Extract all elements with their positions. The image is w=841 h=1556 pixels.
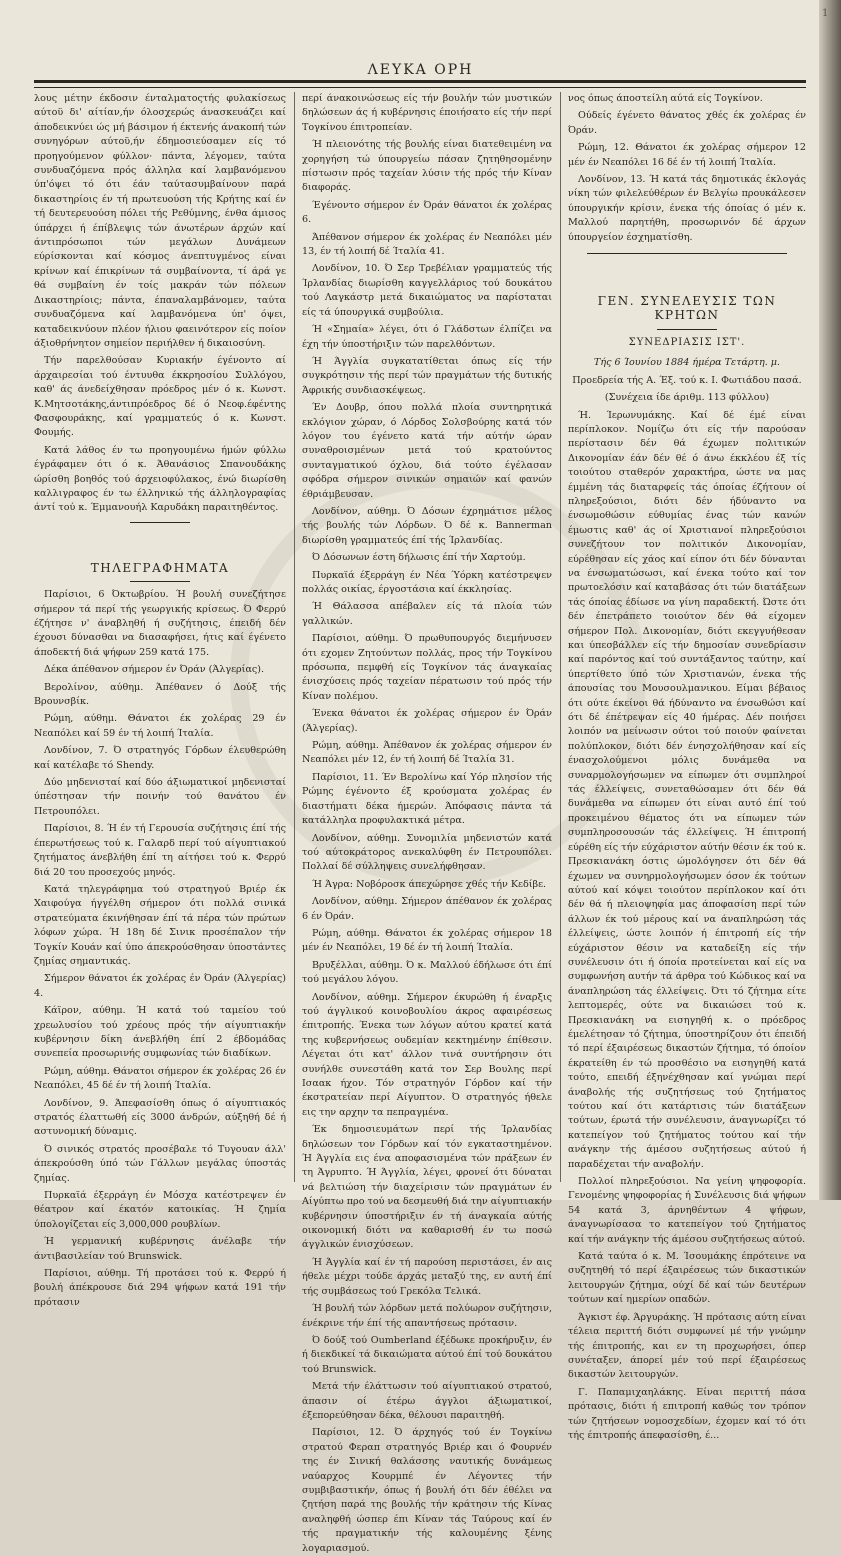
- minutes-paragraph: Άγκιστ έφ. Άργυράκης. Ή πρότασις αύτη είναι τέλεια περιττή διότι συμφωνεί μέ τήν γνώμην τής έπιτροπής, και εν τη προχωρήσει, όπερ συνέταξεν, άπορεί μέν τού περί έξαιρέσεως δικαστών λειτουργών.: [568, 1311, 806, 1381]
- session-heading: ΣΥΝΕΔΡΙΑΣΙΣ ΙΣΤ'.: [628, 336, 746, 348]
- telegram-item: Ή Άγρα: Νοβόροσκ άπεχώρησε χθές τήν Κεδίβε.: [312, 878, 547, 890]
- telegram-item: Ή Θάλασσα απέβαλεν είς τά πλοία τών γαλλικών.: [302, 601, 552, 627]
- telegram-item: Βερολίνον, αύθημ. Άπέθανεν ό Δούξ τής Βρουνσβίκ.: [34, 681, 286, 708]
- telegram-item: Ό Δόσωνων έστη δήλωσις έπί τήν Χαρτούμ.: [312, 552, 526, 564]
- newspaper-title: ΛΕΥΚΑ ΟΡΗ: [367, 62, 474, 78]
- telegram-item: Άπέθανον σήμερον έκ χολέρας έν Νεαπόλει μέν 13, έν τή λοιπή δέ Ίταλία 41.: [302, 231, 552, 258]
- telegram-item: Παρίσιοι, 11. Έν Βερολίνω καί Υόρ πλησίον τής Ρώμης έγένοντο έξ κρούσματα χολέρας έν διαστήματι δέκα ήμερών. Άπόφασις πάντα τά κατάλληλα προφυλακτικά μέτρα.: [302, 771, 552, 827]
- column-2: [302, 92, 552, 1554]
- column-3: [568, 92, 806, 1441]
- article-paragraph: λους μέτην έκδοσιν ένταλματοςτής φυλακίσεως αύτοϋ δι' αίτίαν,ήν όλοσχερώς άνασκευάζει καί άποδεικνύει ώς μή βάσιμον ή έκτενής άνακοπή τών συνηγόρων αύτοϋ,ήν έδημοσιεύσαμεν είς τό προηγούμενον φύλλον· πάντα, λέγομεν, ταύτα συνδυαζόμενα πρός άλληλα καί λαμβανόμενου ύπ'όψει τό ότι έάν ταύτασυμβαίνουν παρά δικαστηρίοις έν τή πρωτευούση τής Κρήτης καί έν τή δευτερευούση πόλει τής Ρεθύμνης, ένθα άμισος ύπάρχει ή έπίβλεψις τών άνωτέρων άρχών καί άντιπρόσωποι τών μεγάλων Δυνάμεων εύρίσκονται καί κόσμος άνεπτυγμένος είναι κρίνων καί έπικρίνων τά συμβαίνοντα, τί άρά γε θά συμβαίνη έν τοίς μακράν τών πόλεων Δικαστηρίοις; πάντα, έπαναλαμβάνομεν, ταύτα συνδυαζόμενα καί λαμβανόμενα ύπ' όψει, καταδεικνύουν πλέον ήλιου φαεινότερον είς ποίον άξιοθρήνητον σημείον περιήλθεν ή δικαιοσύνη.: [34, 93, 286, 349]
- telegram-item: Δέκα άπέθανον σήμερον έν Όράν (Άλγερίας).: [44, 664, 265, 676]
- telegram-item: Πυρκαϊά έξερράγη έν Μόσχα κατέστρεψεν έν θέατρον καί έκατόν κατοικίας. Ή ζημία ύπολογίζεται είς 3,000,000 ρουβλίων.: [34, 1190, 286, 1230]
- telegram-item: Ή βουλή τών λόρδων μετά πολύωρον συζήτησιν, ένέκρινε τήν έπί τής απαντήσεως πρότασιν.: [302, 1303, 552, 1329]
- telegram-item: Βρυξέλλαι, αύθημ. Ό κ. Μαλλού έδήλωσε ότι έπί τού μεγάλου λόγου.: [302, 959, 552, 986]
- telegram-item: Ή «Σημαία» λέγει, ότι ό Γλάδστων έλπίζει να έχη τήν ύποστήριξιν τών παρελθόντων.: [302, 324, 552, 350]
- minutes-paragraph: Πολλοί πληρεξούσιοι. Να γείνη ψηφοφορία. Γενομένης ψηφοφορίας ή Συνέλευσις διά ψήφων 54 κατά 3, άρνηθέντων 4 ψήφων, άναγνωρίσασα το κατεπείγον τού ζητήματος καί τήν ανάγκην τής άμέσου συζητήσεως αύτού.: [568, 1176, 806, 1245]
- meeting-date: Τής 6 Ίουνίου 1884 ήμέρα Τετάρτη. μ.: [593, 357, 781, 369]
- column-1: [34, 92, 286, 1308]
- telegram-item: Σήμερον θάνατοι έκ χολέρας έν Όράν (Άλγερίας) 4.: [34, 973, 286, 999]
- section-divider: [130, 581, 190, 582]
- telegram-item: Έν Δουβρ, όπου πολλά πλοία συντηρητικά εκλόγιον χώραν, ό Λόρδος Σολσβούρης κατά τόν λόγον του έγένετο κατά τήν αύτήν ώραν συναθροισμένων μετά τού κρατούντος συνταγματικού όχλου, διά τούτο έγέλασαν σφόδρα σήμερον σινικών σημαιών καί φανών έθριάμβευσαν.: [302, 402, 552, 500]
- telegram-item: Ρώμη, αύθημ. Θάνατοι έκ χολέρας 29 έν Νεαπόλει καί 59 έν τή λοιπή Ίταλία.: [34, 713, 286, 739]
- section-heading-assembly: ΓΕΝ. ΣΥΝΕΛΕΥΣΙΣ ΤΩΝ ΚΡΗΤΩΝ: [597, 294, 777, 323]
- article-paragraph: Κατά λάθος έν τω προηγουμένω ήμών φύλλω έγράφαμεν ότι ό κ. Άθανάσιος Σπανουδάκης ώρίσθη βοηθός τού άρχειοφύλακος, ένώ διωρίσθη καλλιγραφος έν τω έλληνικώ τής άλληλογραφίας άντί τού κ. Έμμανουήλ Καρυδάκη παραιτηθέντος.: [34, 444, 286, 514]
- minutes-paragraph: Γ. Παπαμιχαηλάκης. Είναι περιττή πάσα πρότασις, διότι ή επιτροπή καθώς τον τρόπον τών ζητήσεων νομοσχεδίων, έχομεν καί τό ότι τής έπιτροπής άπεφασίσθη, έ...: [568, 1386, 806, 1441]
- telegram-item: νος όπως άποστείλη αύτά είς Τογκίνον.: [568, 93, 763, 104]
- telegram-item: Ένεκα θάνατοι έκ χολέρας σήμερον έν Όράν (Άλγερίας).: [302, 708, 552, 734]
- telegram-item: περί άνακοινώσεως είς τήν βουλήν τών μυστικών δηλώσεων άς ή κυβέρνησις έποιήσατο είς τήν περί Τογκίνου έπιτροπείαν.: [302, 93, 552, 133]
- column-divider: [560, 92, 561, 1182]
- telegram-item: Ούδείς έγένετο θάνατος χθές έκ χολέρας έν Όράν.: [568, 110, 806, 136]
- telegram-item: Ό δούξ τού Oumberland έξέδωκε προκήρυξιν, έν ή διεκδικεί τά δικαιώματα αύτού έπί τού δουκάτου τού Brunswick.: [302, 1334, 552, 1375]
- minutes-paragraph: Κατά ταύτα ό κ. Μ. Ίσουμάκης έπρότεινε να συζητηθή τό περί έξαιρέσεως τών δικαστικών λειτουργών ζήτημα, ούχί δέ καί τών δευτέρων τούτων καί ημερίων οπαδών.: [568, 1251, 806, 1306]
- telegram-item: Ρώμη, αύθημ. Άπέθανον έκ χολέρας σήμερον έν Νεαπόλει μέν 12, έν τή λοιπή δέ Ίταλία 31.: [302, 740, 552, 766]
- telegram-item: Παρίσιοι, 6 Όκτωβρίου. Ή βουλή συνεζήτησε σήμερον τά περί τής γεωργικής κρίσεως. Ό Φερρύ έζήτησε ν' άναβληθή ή συζήτησις, έπειδή δέν έχουσι δύνασθαι να διασαφήσει, ήτις καί έγένετο άποδεκτή διά ψήφων 259 κατά 175.: [34, 589, 286, 658]
- telegram-item: Ρώμη, αύθημ. Θάνατοι σήμερον έκ χολέρας 26 έν Νεαπόλει, 45 δέ έν τή λοιπή Ίταλία.: [34, 1065, 286, 1092]
- page-number: 1: [822, 8, 829, 19]
- article-paragraph: Τήν παρελθούσαν Κυριακήν έγένοντο αί άρχαιρεσίαι τού έντυυθα έκκρηοσίου Συλλόγου, καθ' άς άνεδείχθησαν πρόεδρος μέν ό κ. Κωνστ. Κ.Μητσοτάκης,άντιπρόεδρος δέ ό Νεοφ.έφέντης Φασφουράκης, καί γραμματεύς ό κ. Κωνστ. Φουμής.: [34, 355, 286, 439]
- telegram-item: Ή γερμανική κυβέρνησις άνέλαβε τήν άντιβασιλείαν τού Brunswick.: [34, 1236, 286, 1262]
- telegram-item: Ό σινικός στρατός προσέβαλε τό Τυγουαν άλλ' άπεκρούσθη ύπό τών Γάλλων μεγάλας ύποστάς ζημίας.: [34, 1143, 286, 1184]
- telegram-item: Λονδίνον, αύθημ. Συνομιλία μηδενιστών κατά τού αύτοκράτορος ανεκαλύφθη έν Πετρουπόλει. Πολλαί δέ σύλληψεις συνελήφθησαν.: [302, 832, 552, 873]
- telegram-item: Κατά τηλεγράφημα τού στρατηγού Βριέρ έκ Χαιφούγα ήγγέλθη σήμερον ότι πολλά σινικά στρατεύματα έκινήθησαν έπί τά πέρα τών πρώτων λόφων χώρα. Ή 18η δέ Σινικ προσέπαλον τήν Τογκίν Κουάν καί ύπο άπεκρούσθησαν ύποστάντες ζημίας σημαντικάς.: [34, 883, 286, 967]
- continuation-note: (Συνέχεια ίδε άριθμ. 113 φύλλου): [604, 392, 770, 404]
- telegram-item: Λονδίνον, 7. Ό στρατηγός Γόρδων έλευθερώθη καί κατέλαβε τό Shendy.: [34, 745, 286, 771]
- telegram-item: Ρώμη, αύθημ. Θάνατοι έκ χολέρας σήμερον 18 μέν έν Νεαπόλει, 19 δέ έν τή λοιπή Ίταλία.: [302, 927, 552, 954]
- telegram-item: Λονδίνον, 13. Ή κατά τάς δημοτικάς έκλογάς νίκη τών φιλελεύθέρων έν Βελγίω προυκάλεσεν ύπουργικήν κρίσιν, ένεκα τής όποίας ό μέν κ. Μαλλού παρητήθη, προσωρινόν δέ άρχων ύπουργείον έσχηματίσθη.: [568, 174, 806, 243]
- section-heading-telegrams: ΤΗΛΕΓΡΑΦΗΜΑΤΑ: [90, 560, 230, 575]
- presiding-officer: Προεδρεία τής Α. Έξ. τού κ. Ι. Φωτιάδου πασά.: [572, 374, 802, 386]
- telegram-item: Παρίσιοι, 8. Ή έν τή Γερουσία συζήτησις έπί τής έπερωτήσεως τού κ. Γαλαρδ περί τού αίγυπτιακού ζητήματος άνεβλήθη έπί τη αίτήσει τού κ. Φερρύ διά 20 του προσεχούς μηνός.: [34, 823, 286, 878]
- telegram-item: Παρίσιοι, αύθημ. Ό πρωθυπουργός διεμήνυσεν ότι εχομεν Ζητούντων πολλάς, προς τήν Τογκίνου πρόσωπα, πεμφθή είς Τογκίνον τάς άναγκαίας ένισχύσεις πρός ταχείαν πέρατωσιν τού πρός τήν Κίναν πολέμου.: [302, 633, 552, 702]
- telegram-item: Ή Άγγλία καί έν τή παρούση περιστάσει, έν αις ήθελε μέχρι τούδε άρχάς μεταξύ της, εν αυτή έπί τής συμβάσεως τού Γρεκόλα Τελικά.: [302, 1256, 552, 1297]
- telegram-item: Παρίσιοι, 12. Ό άρχηγός τού έν Τογκίνω στρατού Φεραπ στρατηγός Βριέρ και ό Φουρνέν της έν Σινική θαλάσσης ναυτικής δυνάμεως ναύαρχος Κουρμπέ έν Λέγοντες τήν συμβιβαστικήν, όπως ή βουλή ότι δέν έθέλει να ζητήση παρά της βουλής τήν κράτησιν τής Κίνας αναληφθή ώσπερ έπι Κίναν τάς Ταύρους καί έν τής πραγματικήν τής καλουμένης ξένης λογαριασμού.: [302, 1427, 552, 1554]
- telegram-item: Λονδίνον, 10. Ό Σερ Τρεβέλιαν γραμματεύς τής Ίρλανδίας διωρίσθη καγγελλάριος τού δουκάτου τού Λαγκάστρ μετά δικαιώματος να παρίσταται είς τά ύπουργικά συμβούλια.: [302, 263, 552, 318]
- telegram-item: Δύο μηδενισταί καί δύο άξιωματικοί μηδενισταί ύπέστησαν τήν ποινήν τού θανάτου έν Πετρουπόλει.: [34, 777, 286, 817]
- telegram-item: Πυρκαϊά έξερράγη έν Νέα Ύόρκη κατέστρεψεν πολλάς οικίας, έργοστάσια καί έκκλησίας.: [302, 569, 552, 595]
- section-divider: [587, 253, 787, 254]
- page-binding-shadow: [819, 0, 841, 1200]
- telegram-item: Λονδίνον, αύθημ. Ό Δόσων έχρημάτισε μέλος τής βουλής τών Λόρδων. Ό δέ κ. Bannerman διωρίσθη γραμματεύς έπί τής Ίρλανδίας.: [302, 505, 552, 546]
- header-rule: [34, 80, 806, 88]
- section-divider: [657, 329, 717, 330]
- telegram-item: Λονδίνον, 9. Άπεφασίσθη όπως ό αίγυπτιακός στρατός έλαττωθή είς 3000 άνδρών, αύξηθή δέ ή αστυνομική δύναμις.: [34, 1097, 286, 1138]
- telegram-item: Έγένοντο σήμερον έν Όράν θάνατοι έκ χολέρας 6.: [302, 199, 552, 226]
- telegram-item: Ρώμη, 12. Θάνατοι έκ χολέρας σήμερον 12 μέν έν Νεαπόλει 16 δέ έν τή λοιπή Ίταλία.: [568, 142, 806, 168]
- telegram-item: Ή πλειονότης τής βουλής είναι διατεθειμένη να χορηγήση τώ ύπουργείω πάσαν ζητηθησομένην πίστωσιν πρός ταχείαν λύσιν τής πρός τήν Κίναν διαφοράς.: [302, 139, 552, 194]
- telegram-item: Λονδίνον, αύθημ. Σήμερον άπέθανον έκ χολέρας 6 έν Όράν.: [302, 896, 552, 922]
- telegram-item: Παρίσιοι, αύθημ. Τή προτάσει τού κ. Φερρύ ή βουλή άπέκρουσε διά 294 ψήφων κατά 191 τήν πρότασιν: [34, 1268, 286, 1308]
- telegram-item: Λονδίνον, αύθημ. Σήμερον έκυρώθη ή έναρξις τού άγγλικού κοινοβουλίου άκρος αφαιρέσεως έπιτροπής. Ένεκα των λόγων αύτου κρατεί κατά της κυβερνήσεως ουδεμίαν κεκτημένην έπίθεσιν. Λέγεται ότι κατ' άλλον τινά συντήρησιν ότι συνήλθε συνεστάθη κατά τον Σερ Βουλης περί Ισαακ ήχον. Τόν στρατηγόν Γόρδον καί τήν έκστρατείαν περί Αίγυπτον. Ό στρατηγός ήθελε εις την αρχην τα πεπραγμένα.: [302, 991, 552, 1118]
- telegram-item: Έκ δημοσιευμάτων περί τής Ίρλανδίας δηλώσεων τον Γόρδων καί τόν εγκαταστημένον. Ή Άγγλία εις ένα αποφασισμένα τών πράξεων έν τη Άγρυπτο. Ή Άγγλία, λέγει, φρονεί ότι δύναται νά βελτιώση τήν διαχείρισιν τών πραγμάτων έν Αίγύπτω προ τού να δεσμευθή διά την αίγυπτιακήν κυβέρνησιν ύποστήριξιν έν τή άναγκαία αύτής οικονομική διότι να καθαρισθή έν τω ποσώ άγγλικών ένισχύσεων.: [302, 1124, 552, 1251]
- telegram-item: Κάϊρον, αύθημ. Ή κατά τού ταμείου τού χρεωλυσίου τού χρέους πρός τήν αίγυπτιακήν κυβέρνησιν δίκη άνεβλήθη έπί 2 έβδομάδας συνεπεία προσωρινής συμφωνίας τών διαδίκων.: [34, 1005, 286, 1060]
- telegram-item: Ή Άγγλία συγκατατίθεται όπως είς τήν συγκρότησιν τής περί τών πραγμάτων τής δυτικής Άφρικής συνδιασκέψεως.: [302, 355, 552, 396]
- minutes-paragraph: Ή. Ίερωνυμάκης. Καί δέ έμέ είναι περίπλοκον. Νομίζω ότι είς τήν παρούσαν περίστασιν δέν θά έχωμεν πολιτικών Δικονομίαν έάν δέν θέ ό άνω έκκλέου έξ τίς τοιούτου σταθερόν χαρακτήρα, ώστε να μας έμμένη τάς διαταρφείς τάς όποίας έζήτουν οί πληρεξούσιοι, διότι δέν ήδύναντο να ένσωμοθώσιν εύθυμίας ένας τών κανών έμωστις καθ' άς οί Χριστιανοί πληρεξούσιοι συνεζήτουν τον πολιτικόν Δικονομίαν, εύρέθησαν είς χάος καί είπον ότι δέν δύνανται να ένσωματώσωσι, καί ένεκα τούτο καί τον πρωτοελόσιν καί καταβάσας ότι τών διατάξεων τάς όποίας έδίωσε να γίνη παραδεκτή. Ώστε ότι δέν έπετράπετο τοιούτον δέν θά είχομεν σήμερον Πολ. Δικονομίαν, διότι εκεγγυήθεσαν και ύπεσβάλλεν είς τήν δημοσίαν συνεδρίασιν καί παρόντος καί τού συντάξαντος ταύτην, καί ύπερτίθετο ύπό τών Χριστιανών, ένεκα τής άπουσίας του Μουσουλμανικου. Είμαι βέβαιος ότι ούτε έκείνοι θά ήδύναντο να ένσωθώσι καί ότι δέ έπέτρεψαν είς 40 ήμέρας. Δέν ποιήσει λοιπόν να μείνωσιν ούτοι τού ποιούν φαίνεται πολύπλοκον, διότι δέν ένησχολήθησαν καί είς ένασχολούμενοι μόλις δυνάμεθα να συναρμολογήσωμεν να είπωμεν ότι συμπληροί τάς έλλείψεις, συνεταθώσαμεν ότι δέν θά δυνάμεθα να είπωμεν ότι είναι αυτό έπί τού προκειμένου θέματος ότι να είπωμεν τών συμπληροσουσών τάς έλλείψεις. Ή έπιτροπή εύρέθη είς τήν εύχάριστον αύτήν θέσιν έκ τού κ. Πρεσκιανάκη όστις ώμολόγησεν ότι δέν θά έχωμεν να συνηρμολογήσωμεν όσον έκ τούτων αύτού καί κόψει τοιούτον περίπλοκον καί ότι δέν θά ή πλειοψηφία μας άποφασίση περί τών άλλων έκ τού μέρους καί να άναπληρώση τάς έλλείψεις, ώστε λοιπόν ή έπιτροπή είς τήν εύχάριστον θέσιν να καταδείξη είς τήν συνέλευσιν ότι ή όποία προτείνεται καί είς να συμφωνήση αυτήν τά άρθρα τού Κώδικος καί να άναπληρώση τάς έλλείψεις. Ότι τό ζήτημα είτε λεπτομερές, ούτε να δικαιώσει τού κ. Πρεσκιανάκη να εισηγηθή κ. ο πρόεδρος έμελέτησαν τό ζήτημα, ύποστηρίζουν ότι έπειδή τό περί έξαιρέσεως δικαστών ζήτημα, τό όποίον έκρατείθη έν τώ προσθέσιο να εισηγηθή κατά τούτο, επειδή έξηνέχθησαν καί γνώμαι περί άναβολής τής συζητήσεως τού ζητήματος τούτου καί ότι κατάρτισις τών διατάξεων τούτων, έρωτά τήν συνέλευσιν, άναγνωρίζει τό κατεπείγον τού ζητήματος τούτου καί τήν ανάγκην τής άμέσου συζητήσεως αύτού ή παραδέχεται τήν αναβολήν.: [568, 409, 806, 1170]
- column-divider: [294, 92, 295, 1182]
- telegram-item: Μετά τήν έλάττωσιν τού αίγυπτιακού στρατού, άπασιν οί έτέρω άγγλοι άξιωματικοί, έξεπορεύθησαν δέκα, θέλουσι παραιτηθή.: [302, 1381, 552, 1421]
- section-divider: [130, 522, 190, 523]
